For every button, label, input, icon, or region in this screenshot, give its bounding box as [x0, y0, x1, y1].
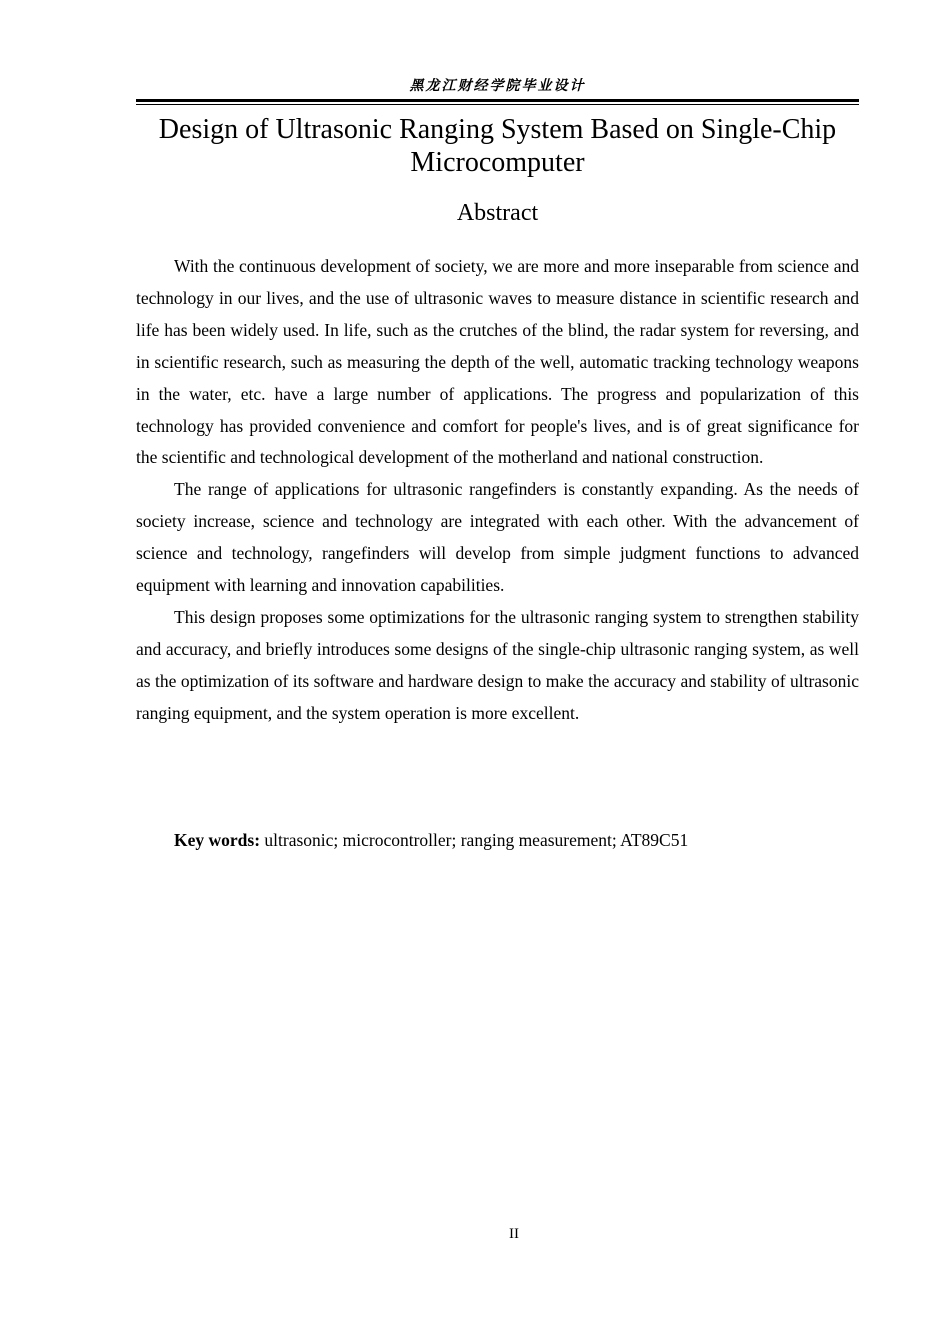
keywords-label: Key words:: [174, 830, 261, 850]
document-title: Design of Ultrasonic Ranging System Based on Single-Chip Microcomputer: [158, 114, 837, 178]
keywords-value: ultrasonic; microcontroller; ranging measurement; AT89C51: [264, 830, 689, 850]
abstract-body: [136, 251, 859, 730]
abstract-paragraph-1: With the continuous development of society, we are more and more inseparable from science and technology in our lives, and the use of ultrasonic waves to measure distance in scientific research and life has been widely used. In life, such as the crutches of the blind, the radar system for reversing, and in scientific research, such as measuring the depth of the well, automatic tracking technology weapons in the water, etc. have a large number of applications. The progress and popularization of this technology has provided convenience and comfort for people's lives, and is of great significance for the scientific and technological development of the motherland and national construction.: [136, 256, 859, 468]
keywords-line: [136, 825, 859, 857]
page-number: II: [509, 1226, 519, 1242]
abstract-heading: Abstract: [456, 200, 539, 226]
abstract-paragraph-3: This design proposes some optimizations for the ultrasonic ranging system to strengthen stability and accuracy, and briefly introduces some designs of the single-chip ultrasonic ranging system, as well as the optimization of its software and hardware design to make the accuracy and stability of ultrasonic ranging equipment, and the system operation is more excellent.: [136, 606, 859, 723]
running-header: 黑龙江财经学院毕业设计: [409, 79, 586, 94]
header-rule-thick: [136, 99, 859, 102]
header-rule-thin: [136, 104, 859, 105]
abstract-paragraph-2: The range of applications for ultrasonic rangefinders is constantly expanding. As the needs of society increase, science and technology are integrated with each other. With the advancement of science and technology, rangefinders will develop from simple judgment functions to advanced equipment with learning and innovation capabilities.: [136, 479, 859, 596]
